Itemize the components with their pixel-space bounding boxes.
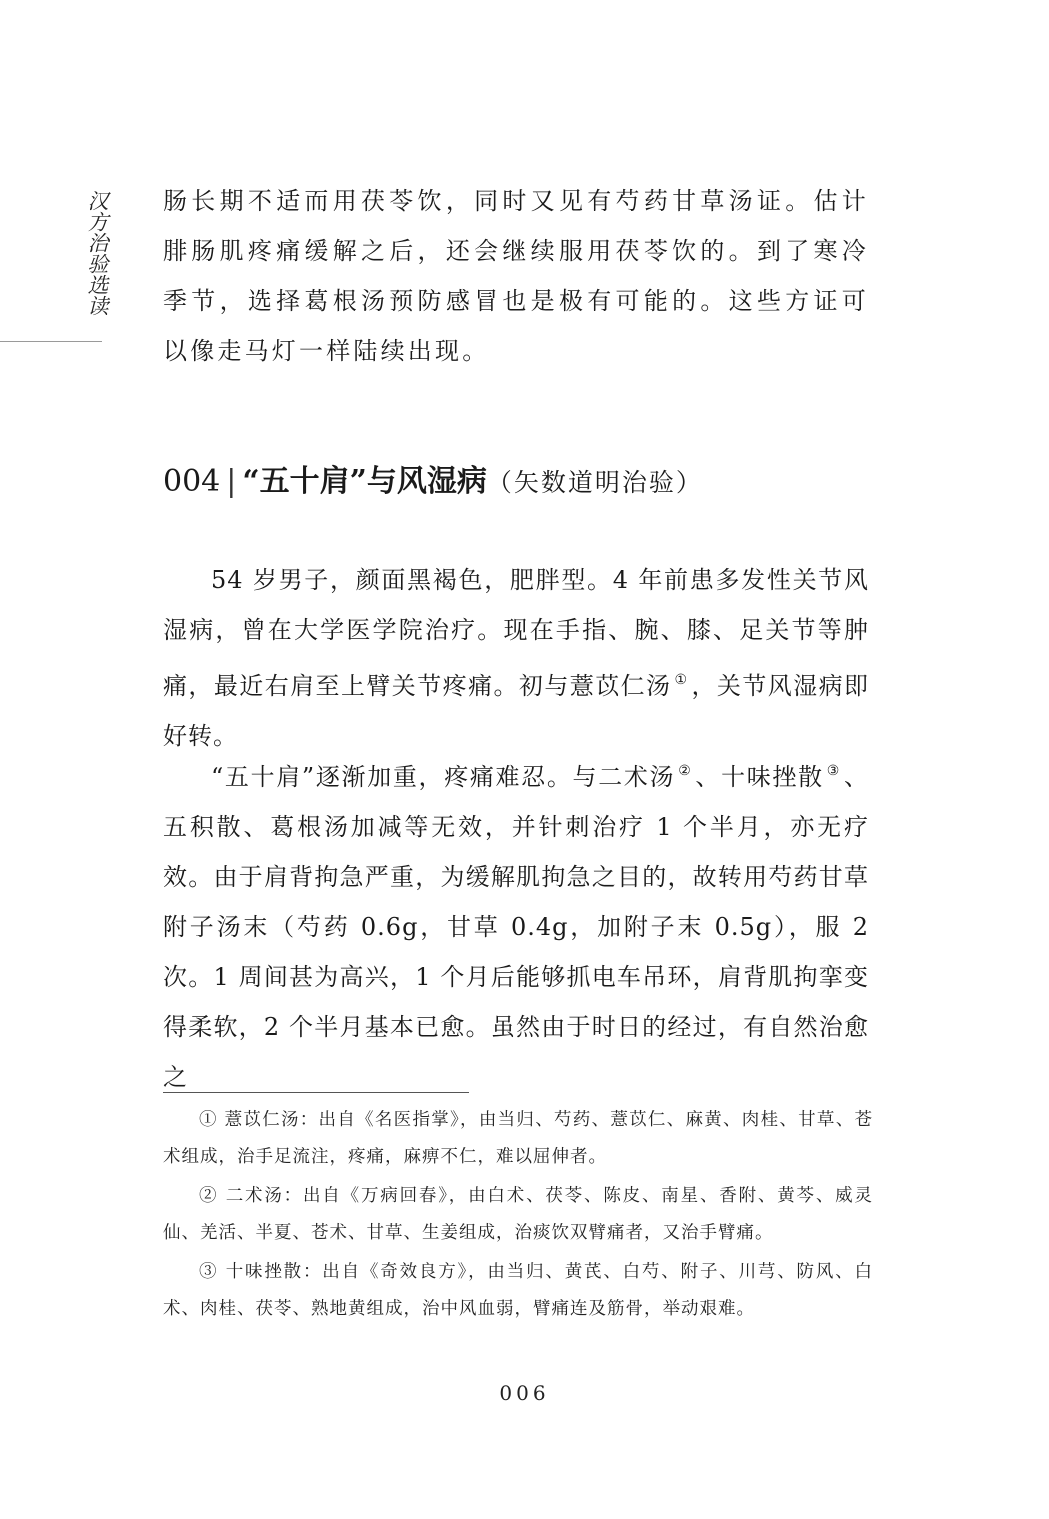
footnotes xyxy=(163,1102,873,1330)
case-paragraph-1 xyxy=(163,555,869,761)
paragraph2-text-a: “五十肩”逐渐加重，疼痛难忍。与二术汤 xyxy=(211,763,676,791)
footnote-ref-1[interactable]: ① xyxy=(674,672,689,688)
section-subtitle: （矢数道明治验） xyxy=(486,468,703,497)
section-heading xyxy=(163,460,883,505)
footnote-1: ① 薏苡仁汤：出自《名医指掌》，由当归、芍药、薏苡仁、麻黄、肉桂、甘草、苍术组成，治手足流注，疼痛，麻痹不仁，难以屈伸者。 xyxy=(163,1110,873,1167)
section-number: 004 xyxy=(163,464,221,499)
intro-paragraph: 肠长期不适而用茯苓饮，同时又见有芍药甘草汤证。估计腓肠肌疼痛缓解之后，还会继续服用茯苓饮的。到了寒冷季节，选择葛根汤预防感冒也是极有可能的。这些方证可以像走马灯一样陆续出现。 xyxy=(163,187,869,365)
paragraph1-text-a: 54 岁男子，颜面黑褐色，肥胖型。4 年前患多发性关节风湿病，曾在大学医学院治疗。现在手指、腕、膝、足关节等肿痛，最近右肩至上臂关节疼痛。初与薏苡仁汤 xyxy=(163,566,869,700)
footnote-3: ③ 十味挫散：出自《奇效良方》，由当归、黄芪、白芍、附子、川芎、防风、白术、肉桂、茯苓、熟地黄组成，治中风血弱，臂痛连及筋骨，举动艰难。 xyxy=(163,1262,873,1319)
side-divider xyxy=(0,341,102,342)
paragraph2-text-c: 、五积散、葛根汤加减等无效，并针刺治疗 1 个半月，亦无疗效。由于肩背拘急严重，为缓解肌拘急之目的，故转用芍药甘草附子汤末（芍药 0.6g，甘草 0.4g，加附子末 0.5g），服 2 次。1 周间甚为高兴，1 个月后能够抓电车吊环，肩背肌拘挛变得柔软，2 个半月基本已愈。虽然由于时日的经过，有自然治愈之 xyxy=(163,763,869,1091)
case-paragraph-2 xyxy=(163,746,869,1102)
section-title: “五十肩”与风湿病 xyxy=(242,464,487,499)
paragraph2-text-b: 、十味挫散 xyxy=(695,763,824,791)
footnote-ref-2[interactable]: ② xyxy=(678,763,693,779)
footnote-divider xyxy=(163,1092,469,1093)
page-number: 006 xyxy=(499,1381,550,1405)
footnote-ref-3[interactable]: ③ xyxy=(826,763,841,779)
footnote-2: ② 二术汤：出自《万病回春》，由白术、茯苓、陈皮、南星、香附、黄芩、威灵仙、羌活、半夏、苍术、甘草、生姜组成，治痰饮双臂痛者，又治手臂痛。 xyxy=(163,1186,873,1243)
section-separator: | xyxy=(226,464,237,499)
paragraph1-text-b: ，关节风湿病即好转。 xyxy=(163,672,870,750)
book-title-vertical: 汉方治验选读 xyxy=(85,190,109,316)
